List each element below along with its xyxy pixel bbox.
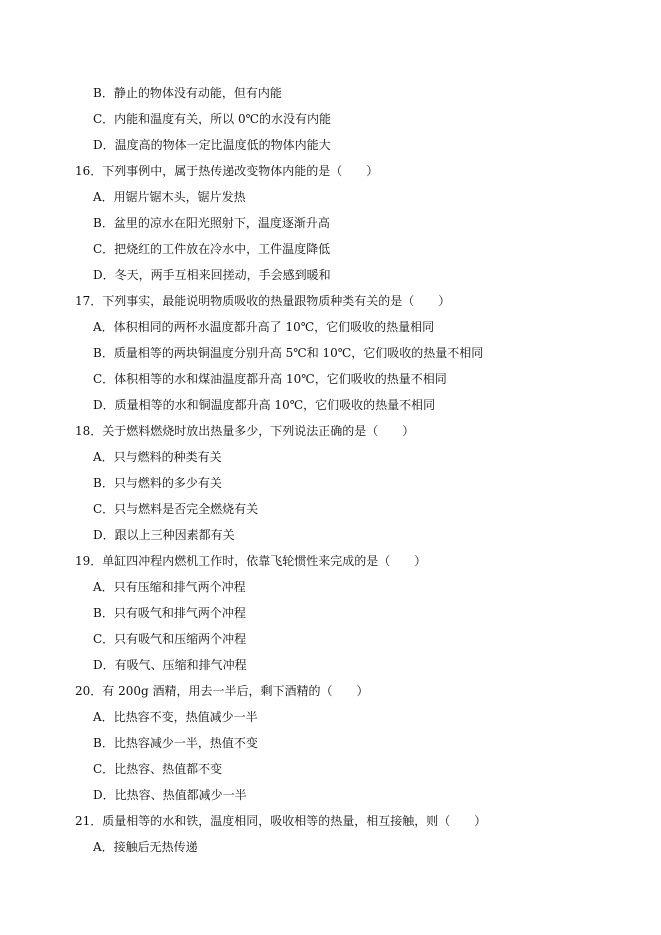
option-line: B．质量相等的两块铜温度分别升高 5℃和 10℃，它们吸收的热量不相同 (93, 346, 484, 360)
option-line: A．接触后无热传递 (93, 840, 198, 854)
option-line: D．跟以上三种因素都有关 (93, 528, 235, 542)
question-line: 18．关于燃料燃烧时放出热量多少，下列说法正确的是（ ） (75, 424, 415, 438)
option-line: A．用锯片锯木头，锯片发热 (93, 190, 246, 204)
option-line: D．冬天，两手互相来回搓动，手会感到暖和 (93, 268, 331, 282)
option-line: C．只与燃料是否完全燃烧有关 (93, 502, 259, 516)
option-line: C．体积相等的水和煤油温度都升高 10℃，它们吸收的热量不相同 (93, 372, 447, 386)
option-line: B．盆里的凉水在阳光照射下，温度逐渐升高 (93, 216, 330, 230)
option-line: A．比热容不变，热值减少一半 (93, 710, 258, 724)
option-line: D．有吸气、压缩和排气冲程 (93, 658, 247, 672)
option-line: B．只与燃料的多少有关 (93, 476, 222, 490)
option-line: D．质量相等的水和铜温度都升高 10℃，它们吸收的热量不相同 (93, 398, 436, 412)
option-line: C．比热容、热值都不变 (93, 762, 223, 776)
option-line: C．内能和温度有关，所以 0℃的水没有内能 (93, 112, 332, 126)
question-line: 17．下列事实，最能说明物质吸收的热量跟物质种类有关的是（ ） (75, 294, 451, 308)
option-line: D．比热容、热值都减少一半 (93, 788, 247, 802)
option-line: A．体积相同的两杯水温度都升高了 10℃，它们吸收的热量相同 (93, 320, 435, 334)
question-line: 19．单缸四冲程内燃机工作时，依靠飞轮惯性来完成的是（ ） (75, 554, 427, 568)
option-line: C．把烧红的工件放在冷水中，工件温度降低 (93, 242, 331, 256)
option-line: B．比热容减少一半，热值不变 (93, 736, 258, 750)
question-line: 21．质量相等的水和铁，温度相同，吸收相等的热量，相互接触，则（ ） (75, 814, 487, 828)
option-line: A．只与燃料的种类有关 (93, 450, 222, 464)
option-line: B．只有吸气和排气两个冲程 (93, 606, 246, 620)
option-line: B．静止的物体没有动能，但有内能 (93, 86, 282, 100)
option-line: D．温度高的物体一定比温度低的物体内能大 (93, 138, 331, 152)
option-line: A．只有压缩和排气两个冲程 (93, 580, 246, 594)
question-line: 16．下列事例中，属于热传递改变物体内能的是（ ） (75, 164, 379, 178)
question-line: 20．有 200g 酒精，用去一半后，剩下酒精的（ ） (75, 684, 369, 698)
option-line: C．只有吸气和压缩两个冲程 (93, 632, 247, 646)
